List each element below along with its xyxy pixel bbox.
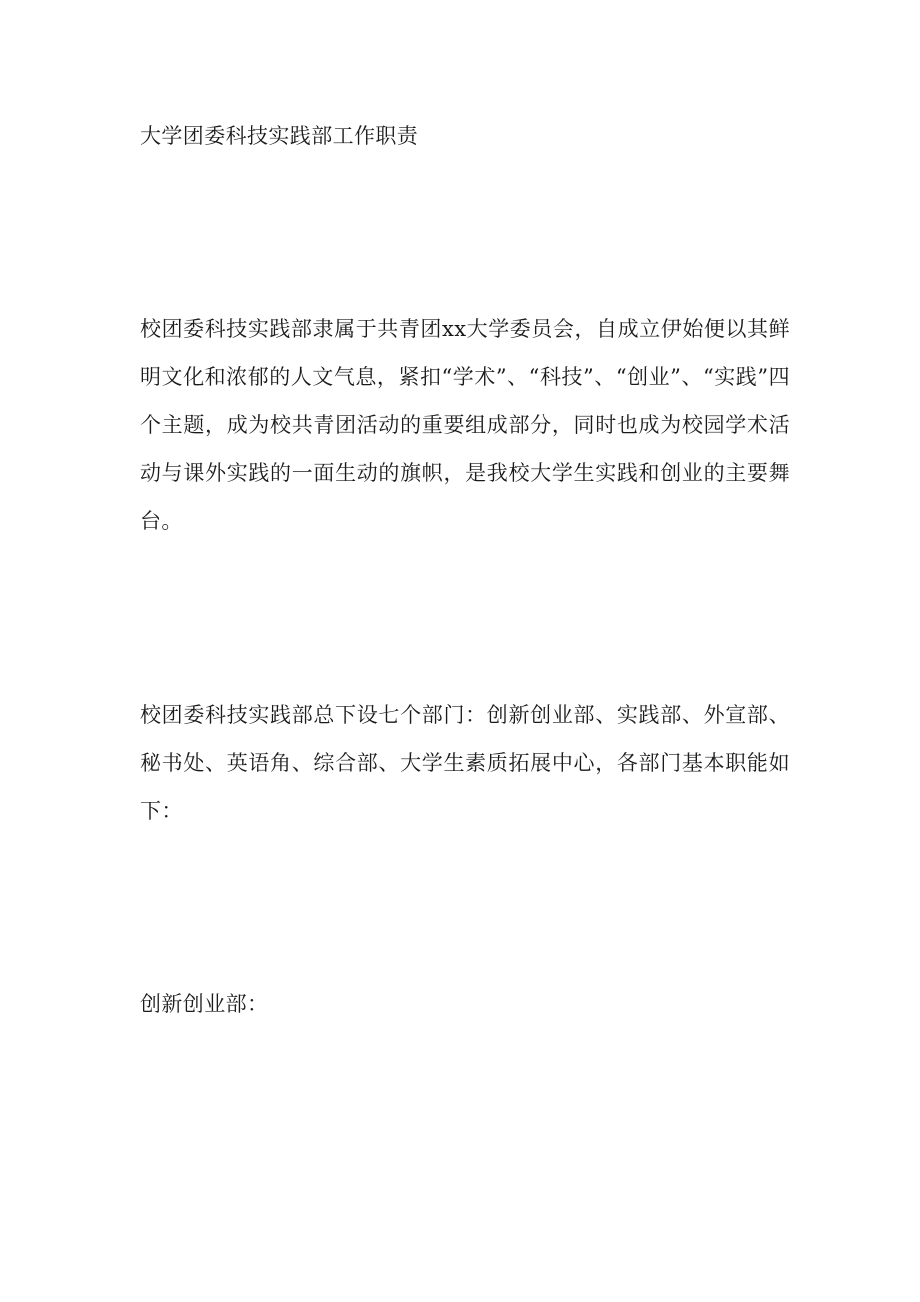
- intro-paragraph: 校团委科技实践部隶属于共青团xx大学委员会，自成立伊始便以其鲜明文化和浓郁的人文气息，紧扣“学术”、“科技”、“创业”、“实践”四个主题，成为校共青团活动的重要组成部分，同时也成为校园学术活动与课外实践的一面生动的旗帜，是我校大学生实践和创业的主要舞台。: [140, 317, 790, 533]
- section-heading-innovation: 创新创业部：: [140, 992, 269, 1016]
- document-title: 大学团委科技实践部工作职责: [140, 124, 419, 148]
- departments-paragraph: 校团委科技实践部总下设七个部门：创新创业部、实践部、外宣部、秘书处、英语角、综合部、大学生素质拓展中心，各部门基本职能如下：: [140, 703, 790, 823]
